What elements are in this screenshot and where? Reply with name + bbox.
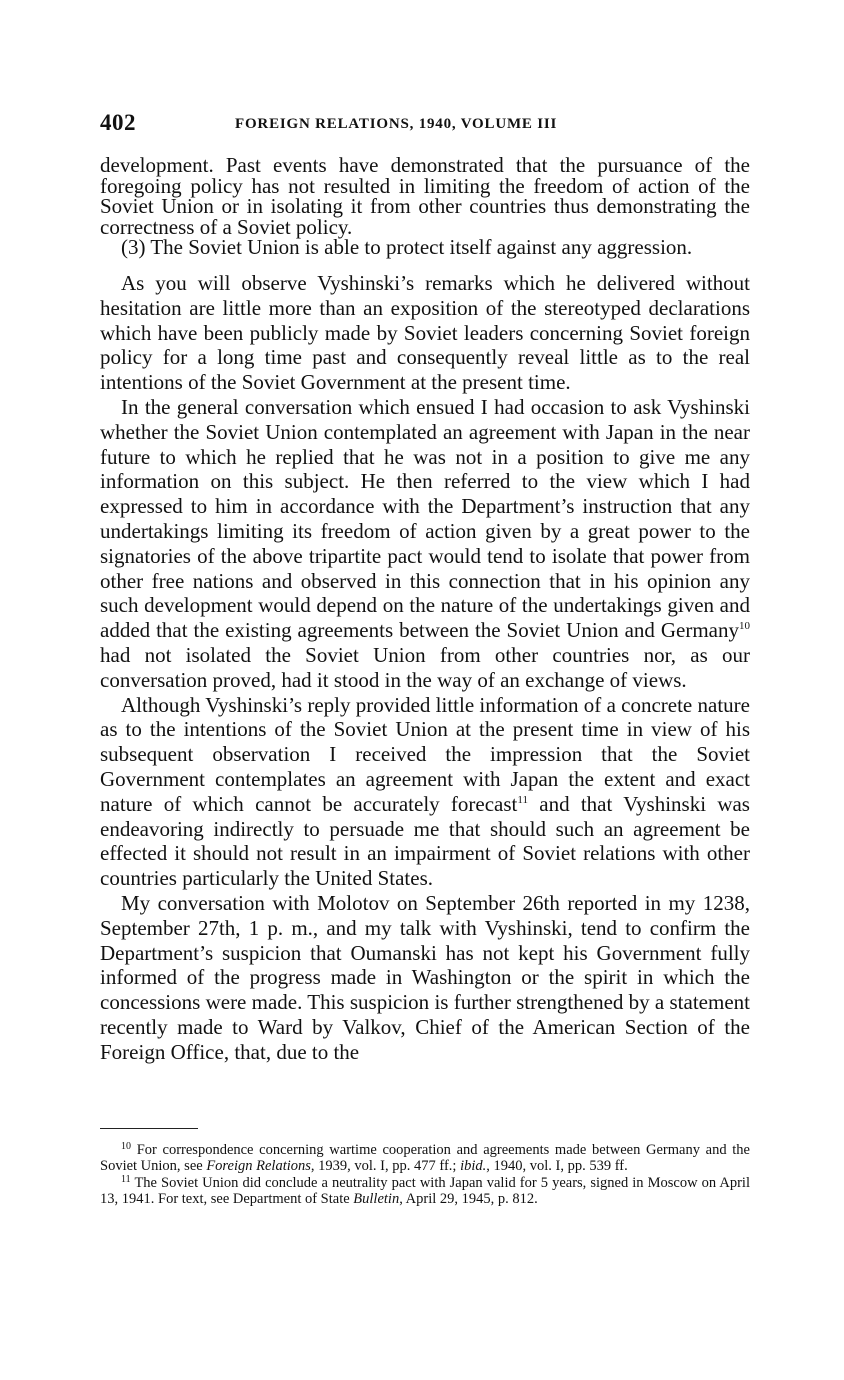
page-header (100, 108, 750, 140)
footnote-10-marker: 10 (121, 1141, 131, 1152)
footnotes (100, 1142, 750, 1208)
footnote-10-ibid: ibid. (460, 1158, 487, 1175)
continuation-block (100, 155, 750, 258)
paragraph-2 (100, 395, 750, 693)
page-number: 402 (100, 110, 136, 135)
footnote-11-title: Bulletin (353, 1191, 400, 1208)
body-text (100, 271, 750, 1065)
footnote-ref-10: 10 (739, 620, 750, 633)
footnote-10 (100, 1142, 750, 1175)
footnote-10-text-c: , 1940, vol. I, pp. 539 ff. (486, 1158, 628, 1175)
continuation-text: development. Past events have demonstrated that the pursuance of the foregoing policy has not resulted in limiting the freedom of action of the Soviet Union or in isolating it from other countries thus demonstrating the correctness of a Soviet policy. (100, 153, 750, 239)
paragraph-3-part-a: Although Vyshinski’s reply provided little information of a concrete nature as to the intentions of the Soviet Union at the present time in view of his subsequent observation I received the impression that the Soviet Government contemplates an agreement with Japan the extent and exact nature of which cannot be accurately forecast (100, 692, 750, 816)
footnote-11 (100, 1175, 750, 1208)
footnote-11-text-b: , April 29, 1945, p. 812. (399, 1191, 538, 1208)
footnote-ref-11: 11 (517, 793, 528, 806)
footnote-11-text-a: The Soviet Union did conclude a neutrality pact with Japan valid for 5 years, signed in Moscow on April 13, 1941. For text, see Department of State (100, 1174, 750, 1208)
paragraph-1: As you will observe Vyshinski’s remarks which he delivered without hesitation are little more than an exposition of the stereotyped declarations which have been publicly made by Soviet leaders concerning Soviet foreign policy for a long time past and consequently reveal little as to the real intentions of the Soviet Government at the present time. (100, 271, 750, 395)
paragraph-3-part-b: and that Vyshinski was endeavoring indirectly to persuade me that should such an agreement be effected it should not result in an impairment of Soviet relations with other countries particularly the United States. (100, 791, 750, 891)
footnote-10-text-b: , 1939, vol. I, pp. 477 ff.; (310, 1158, 461, 1175)
footnote-divider (100, 1128, 198, 1129)
footnote-10-text-a: For correspondence concerning wartime cooperation and agreements made between Germany and the Soviet Union, see (100, 1142, 750, 1175)
paragraph-3 (100, 693, 750, 891)
point-3: (3) The Soviet Union is able to protect itself against any aggression. (121, 235, 693, 259)
paragraph-2-part-a: In the general conversation which ensued I had occasion to ask Vyshinski whether the Soviet Union contemplated an agreement with Japan in the near future to which he replied that he was not in a position to give me any information on this subject. He then referred to the view which I had expressed to him in accordance with the Department’s instruction that any undertakings limiting its freedom of action given by a great power to the signatories of the above tripartite pact would tend to isolate that power from other free nations and observed in this connection that in his opinion any such development would depend on the nature of the undertakings given and added that the existing agreements between the Soviet Union and Germany (100, 394, 750, 643)
running-head: FOREIGN RELATIONS, 1940, VOLUME III (235, 116, 558, 132)
footnote-11-marker: 11 (121, 1173, 131, 1185)
paragraph-4: My conversation with Molotov on September 26th reported in my 1238, September 27th, 1 p. m., and my talk with Vyshinski, tend to confirm the Department’s suspicion that Oumanski has not kept his Government fully informed of the progress made in Washington or the spirit in which the concessions were made. This suspicion is further strengthened by a statement recently made to Ward by Valkov, Chief of the American Section of the Foreign Office, that, due to the (100, 890, 750, 1064)
paragraph-2-part-b: had not isolated the Soviet Union from other countries nor, as our conversation proved, had it stood in the way of an exchange of views. (100, 642, 750, 692)
footnote-10-title: Foreign Relations (206, 1158, 311, 1175)
